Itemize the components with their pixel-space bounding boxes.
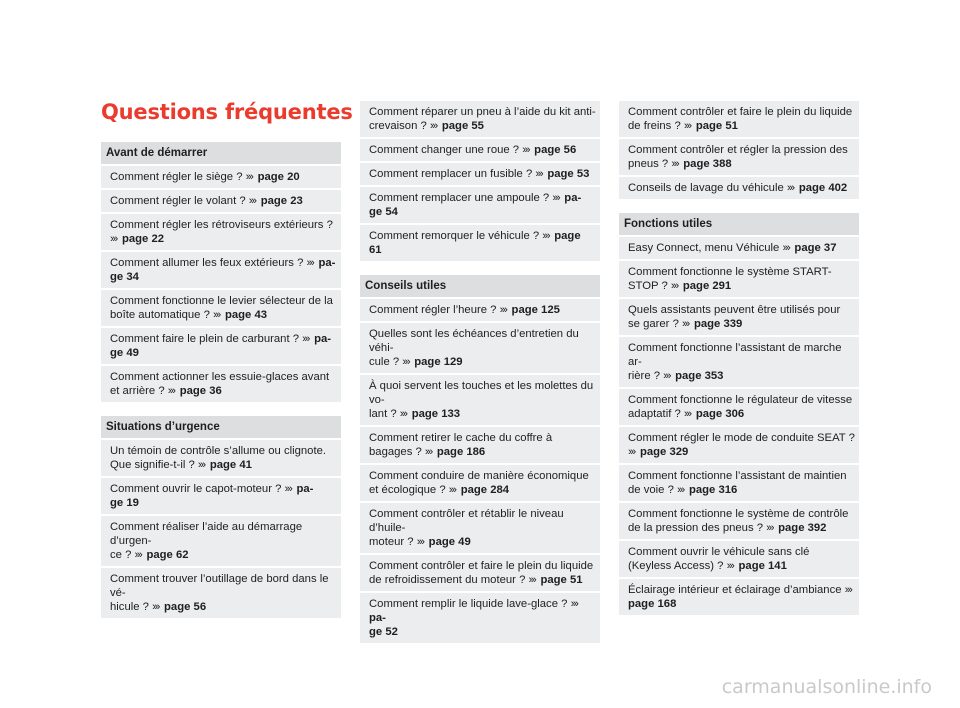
section-header-situations-d-urgence: Situations d’urgence bbox=[101, 416, 341, 438]
faq-item[interactable] bbox=[619, 139, 859, 175]
faq-item[interactable] bbox=[101, 214, 341, 250]
page-reference-arrow-icon: ››› bbox=[786, 182, 794, 194]
faq-item[interactable] bbox=[619, 261, 859, 297]
page-link[interactable]: page 392 bbox=[778, 522, 827, 534]
page-link[interactable]: page 56 bbox=[164, 601, 207, 613]
page-reference-arrow-icon: ››› bbox=[726, 560, 734, 572]
page-link[interactable]: page 306 bbox=[695, 408, 745, 420]
faq-question: Comment régler le siège ? bbox=[110, 171, 243, 183]
faq-item[interactable] bbox=[101, 568, 341, 618]
faq-item[interactable] bbox=[101, 190, 341, 212]
page-link[interactable]: page 20 bbox=[257, 171, 300, 183]
page-reference-arrow-icon: ››› bbox=[682, 318, 689, 330]
faq-question: Comment contrôler et régler la pression des pneus ? bbox=[628, 144, 848, 170]
faq-question: Comment remplir le liquide lave-glace ? bbox=[369, 598, 568, 610]
faq-item[interactable] bbox=[619, 503, 859, 539]
page-reference-arrow-icon: ››› bbox=[448, 484, 456, 496]
faq-question: Comment fonctionne l’assistant de marche ar- rière ? bbox=[628, 342, 842, 382]
faq-item[interactable] bbox=[619, 337, 859, 387]
faq-question: Conseils de lavage du véhicule bbox=[628, 182, 784, 194]
page-link[interactable]: page 339 bbox=[693, 318, 743, 330]
faq-question: Comment régler le volant ? bbox=[110, 195, 246, 207]
page-link[interactable]: page 291 bbox=[682, 280, 732, 292]
page-link[interactable]: page 61 bbox=[369, 230, 581, 256]
faq-item[interactable] bbox=[360, 225, 600, 261]
faq-question: Comment retirer le cache du coffre à bagages ? bbox=[369, 432, 553, 458]
faq-question: Quelles sont les échéances d’entretien du véhi- cule ? bbox=[369, 328, 579, 368]
faq-item[interactable] bbox=[360, 593, 600, 643]
faq-column-3 bbox=[619, 101, 859, 617]
section-header-conseils-utiles: Conseils utiles bbox=[360, 275, 600, 297]
faq-question: Comment contrôler et faire le plein du liquide de freins ? bbox=[628, 106, 853, 132]
faq-item[interactable] bbox=[619, 579, 859, 615]
faq-item[interactable] bbox=[619, 237, 859, 259]
page-link[interactable]: page 125 bbox=[511, 304, 560, 316]
page-link[interactable]: page 55 bbox=[441, 120, 484, 132]
page-link[interactable]: page 41 bbox=[209, 459, 252, 471]
faq-question: Comment actionner les essuie-glaces avant et arrière ? bbox=[110, 371, 330, 397]
page-link[interactable]: pa- ge 34 bbox=[110, 257, 336, 283]
faq-item[interactable] bbox=[360, 555, 600, 591]
faq-question: Comment réaliser l’aide au démarrage d’urgen- ce ? bbox=[110, 521, 303, 561]
faq-question: Un témoin de contrôle s’allume ou clignote. Que signifie-t-il ? bbox=[110, 445, 327, 471]
faq-item[interactable] bbox=[619, 177, 859, 199]
page-reference-arrow-icon: ››› bbox=[416, 536, 424, 548]
faq-question: Comment remorquer le véhicule ? bbox=[369, 230, 540, 242]
page-link[interactable]: page 23 bbox=[260, 195, 303, 207]
page-link[interactable]: page 388 bbox=[683, 158, 732, 170]
page-reference-arrow-icon: ››› bbox=[429, 120, 437, 132]
page-reference-arrow-icon: ››› bbox=[197, 459, 205, 471]
faq-question: Comment régler le mode de conduite SEAT ? bbox=[628, 432, 855, 444]
faq-question: Comment réparer un pneu à l’aide du kit anti- crevaison ? bbox=[369, 106, 596, 132]
page-link[interactable]: page 37 bbox=[794, 242, 837, 254]
faq-item[interactable] bbox=[619, 101, 859, 137]
faq-item[interactable] bbox=[619, 389, 859, 425]
page-link[interactable]: page 53 bbox=[547, 168, 590, 180]
faq-item[interactable] bbox=[101, 366, 341, 402]
page-reference-arrow-icon: ››› bbox=[570, 598, 578, 610]
faq-question: Easy Connect, menu Véhicule bbox=[628, 242, 780, 254]
page-reference-arrow-icon: ››› bbox=[782, 242, 790, 254]
page-reference-arrow-icon: ››› bbox=[402, 356, 410, 368]
faq-question: Comment régler l’heure ? bbox=[369, 304, 497, 316]
page-reference-arrow-icon: ››› bbox=[424, 446, 432, 458]
faq-item[interactable] bbox=[101, 478, 341, 514]
page-link[interactable]: page 402 bbox=[798, 182, 848, 194]
page-reference-arrow-icon: ››› bbox=[552, 192, 560, 204]
faq-item[interactable] bbox=[619, 541, 859, 577]
faq-item[interactable] bbox=[360, 187, 600, 223]
page-reference-arrow-icon: ››› bbox=[766, 522, 773, 534]
page-link[interactable]: page 316 bbox=[688, 484, 738, 496]
page-link[interactable]: page 186 bbox=[436, 446, 486, 458]
faq-item[interactable] bbox=[360, 465, 600, 501]
faq-item[interactable] bbox=[101, 252, 341, 288]
faq-item[interactable] bbox=[360, 503, 600, 553]
faq-question: Comment régler les rétroviseurs extérieurs ? bbox=[110, 219, 333, 231]
page-reference-arrow-icon: ››› bbox=[522, 144, 530, 156]
page-link[interactable]: page 133 bbox=[411, 408, 461, 420]
faq-question: Comment contrôler et rétablir le niveau d’huile- moteur ? bbox=[369, 508, 564, 548]
page-link[interactable]: page 353 bbox=[675, 370, 724, 382]
page-reference-arrow-icon: ››› bbox=[535, 168, 543, 180]
page-reference-arrow-icon: ››› bbox=[213, 309, 220, 321]
faq-question: Comment contrôler et faire le plein du liquide de refroidissement du moteur ? bbox=[369, 560, 594, 586]
faq-question: Comment ouvrir le capot-moteur ? bbox=[110, 483, 282, 495]
page-link[interactable]: pa- ge 54 bbox=[369, 192, 582, 218]
section-header-avant-de-demarrer: Avant de démarrer bbox=[101, 142, 341, 164]
page-reference-arrow-icon: ››› bbox=[670, 280, 678, 292]
page-link[interactable]: pa- ge 52 bbox=[369, 612, 398, 638]
page-link[interactable]: page 22 bbox=[121, 233, 165, 245]
faq-item[interactable] bbox=[101, 516, 341, 566]
section-spacer bbox=[619, 201, 859, 213]
faq-item[interactable] bbox=[101, 290, 341, 326]
page-reference-arrow-icon: ››› bbox=[628, 446, 635, 458]
page-link[interactable]: page 141 bbox=[738, 560, 787, 572]
page-reference-arrow-icon: ››› bbox=[284, 483, 292, 495]
faq-item[interactable] bbox=[101, 166, 341, 188]
section-spacer bbox=[101, 404, 341, 416]
faq-question: Comment fonctionne le système de contrôle de la pression des pneus ? bbox=[628, 508, 849, 534]
page-reference-arrow-icon: ››› bbox=[399, 408, 407, 420]
faq-question: Comment remplacer une ampoule ? bbox=[369, 192, 550, 204]
faq-item[interactable] bbox=[360, 299, 600, 321]
faq-question: Comment allumer les feux extérieurs ? bbox=[110, 257, 304, 269]
page-reference-arrow-icon: ››› bbox=[677, 484, 684, 496]
page-title: Questions fréquentes bbox=[101, 100, 353, 124]
section-spacer bbox=[360, 263, 600, 275]
page-link[interactable]: page 129 bbox=[414, 356, 463, 368]
page-reference-arrow-icon: ››› bbox=[844, 584, 852, 596]
page-reference-arrow-icon: ››› bbox=[245, 171, 253, 183]
faq-item[interactable] bbox=[101, 328, 341, 364]
faq-item[interactable] bbox=[360, 375, 600, 425]
page-link[interactable]: page 329 bbox=[639, 446, 689, 458]
faq-question: Quels assistants peuvent être utilisés pour se garer ? bbox=[628, 304, 841, 330]
page-link[interactable]: pa- ge 49 bbox=[110, 333, 332, 359]
page-reference-arrow-icon: ››› bbox=[248, 195, 256, 207]
page-reference-arrow-icon: ››› bbox=[671, 158, 679, 170]
page-reference-arrow-icon: ››› bbox=[167, 385, 175, 397]
faq-question: Comment changer une roue ? bbox=[369, 144, 520, 156]
faq-question: À quoi servent les touches et les molettes du vo- lant ? bbox=[369, 380, 594, 420]
page-reference-arrow-icon: ››› bbox=[134, 549, 142, 561]
page-link[interactable]: page 284 bbox=[460, 484, 510, 496]
faq-item[interactable] bbox=[360, 427, 600, 463]
page-reference-arrow-icon: ››› bbox=[110, 233, 117, 245]
page-reference-arrow-icon: ››› bbox=[306, 257, 314, 269]
page-reference-arrow-icon: ››› bbox=[499, 304, 507, 316]
faq-item[interactable] bbox=[619, 427, 859, 463]
faq-question: Comment fonctionne le régulateur de vitesse adaptatif ? bbox=[628, 394, 853, 420]
page-link[interactable]: page 36 bbox=[179, 385, 222, 397]
page-reference-arrow-icon: ››› bbox=[152, 601, 159, 613]
watermark: carmanualsonline.info bbox=[721, 676, 932, 698]
page-reference-arrow-icon: ››› bbox=[683, 120, 691, 132]
page-reference-arrow-icon: ››› bbox=[683, 408, 691, 420]
page-reference-arrow-icon: ››› bbox=[663, 370, 670, 382]
faq-item[interactable] bbox=[619, 465, 859, 501]
faq-column-1 bbox=[101, 142, 341, 620]
faq-item[interactable] bbox=[360, 101, 600, 137]
page-link[interactable]: page 49 bbox=[428, 536, 471, 548]
faq-question: Comment fonctionne le levier sélecteur de la boîte automatique ? bbox=[110, 295, 333, 321]
page-link[interactable]: page 56 bbox=[534, 144, 577, 156]
faq-item[interactable] bbox=[619, 299, 859, 335]
page-reference-arrow-icon: ››› bbox=[542, 230, 550, 242]
section-header-fonctions-utiles: Fonctions utiles bbox=[619, 213, 859, 235]
page-reference-arrow-icon: ››› bbox=[302, 333, 309, 345]
faq-question: Comment ouvrir le véhicule sans clé (Keyless Access) ? bbox=[628, 546, 810, 572]
page-link[interactable]: pa- ge 19 bbox=[110, 483, 314, 509]
faq-item[interactable] bbox=[101, 440, 341, 476]
faq-question: Comment trouver l’outillage de bord dans le vé- hicule ? bbox=[110, 573, 329, 613]
faq-question: Comment fonctionne le système START-STOP ? bbox=[628, 266, 832, 292]
faq-question: Comment fonctionne l’assistant de maintien de voie ? bbox=[628, 470, 847, 496]
page-link[interactable]: page 62 bbox=[146, 549, 189, 561]
faq-question: Comment conduire de manière économique et écologique ? bbox=[369, 470, 589, 496]
faq-item[interactable] bbox=[360, 139, 600, 161]
faq-question: Comment faire le plein de carburant ? bbox=[110, 333, 300, 345]
page-reference-arrow-icon: ››› bbox=[528, 574, 536, 586]
page-link[interactable]: page 51 bbox=[540, 574, 583, 586]
page-link[interactable]: page 51 bbox=[695, 120, 738, 132]
faq-item[interactable] bbox=[360, 323, 600, 373]
faq-item[interactable] bbox=[360, 163, 600, 185]
faq-question: Éclairage intérieur et éclairage d’ambiance bbox=[628, 584, 842, 596]
faq-column-2 bbox=[360, 101, 600, 645]
page-link[interactable]: page 168 bbox=[628, 598, 677, 610]
faq-question: Comment remplacer un fusible ? bbox=[369, 168, 533, 180]
page-link[interactable]: page 43 bbox=[224, 309, 268, 321]
